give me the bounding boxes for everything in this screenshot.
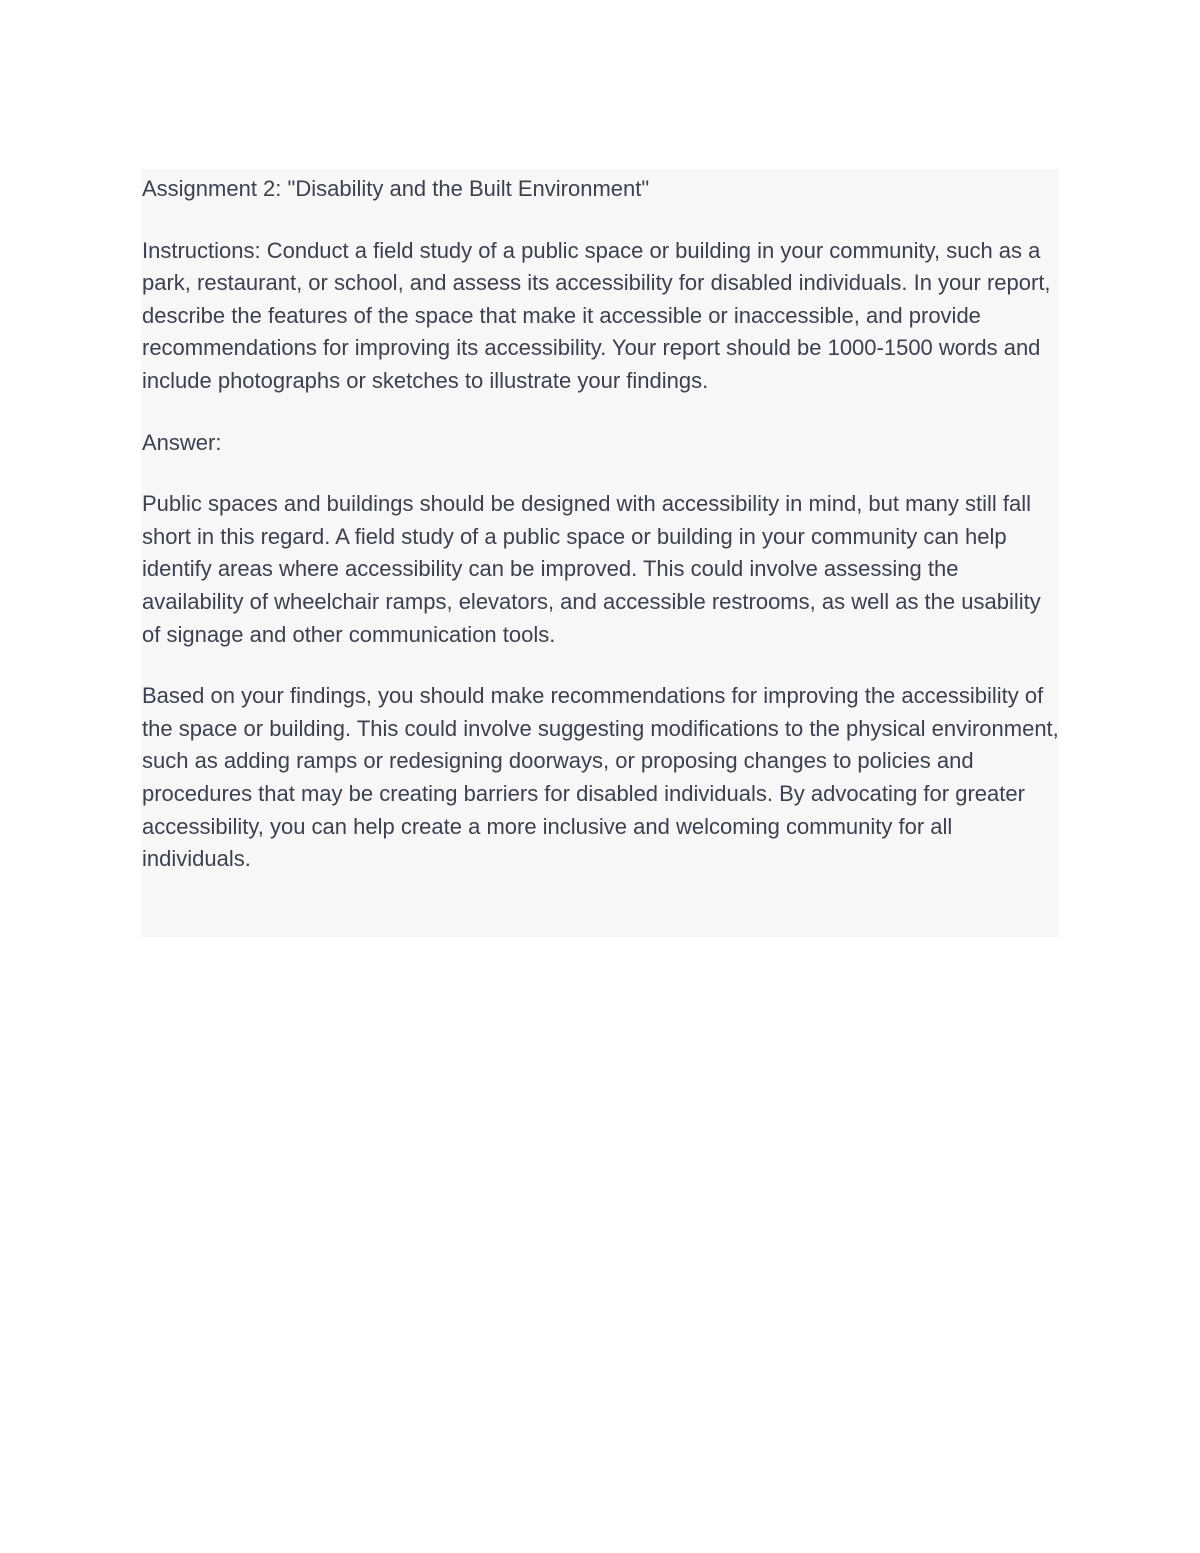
- instructions-paragraph: Instructions: Conduct a field study of a public space or building in your community, such as a park, restaurant, or school, and assess its accessibility for disabled individuals. In your report, describe the features of the space that make it accessible or inaccessible, and provide recommendations for improving its accessibility. Your report should be 1000-1500 words and include photographs or sketches to illustrate your findings.: [142, 237, 1051, 393]
- assignment-title: Assignment 2: "Disability and the Built Environment": [142, 176, 650, 201]
- assignment-text-block: [141, 169, 1059, 937]
- answer-paragraph-1: Public spaces and buildings should be designed with accessibility in mind, but many still fall short in this regard. A field study of a public space or building in your community can help identify areas where accessibility can be improved. This could involve assessing the availability of wheelchair ramps, elevators, and accessible restrooms, as well as the usability of signage and other communication tools.: [142, 491, 1041, 647]
- answer-label: Answer:: [142, 429, 222, 455]
- answer-paragraph-2: Based on your findings, you should make recommendations for improving the accessibility of the space or building. This could involve suggesting modifications to the physical environment, such as adding ramps or redesigning doorways, or proposing changes to policies and procedures that may be creating barriers for disabled individuals. By advocating for greater accessibility, you can help create a more inclusive and welcoming community for all individuals.: [142, 683, 1059, 872]
